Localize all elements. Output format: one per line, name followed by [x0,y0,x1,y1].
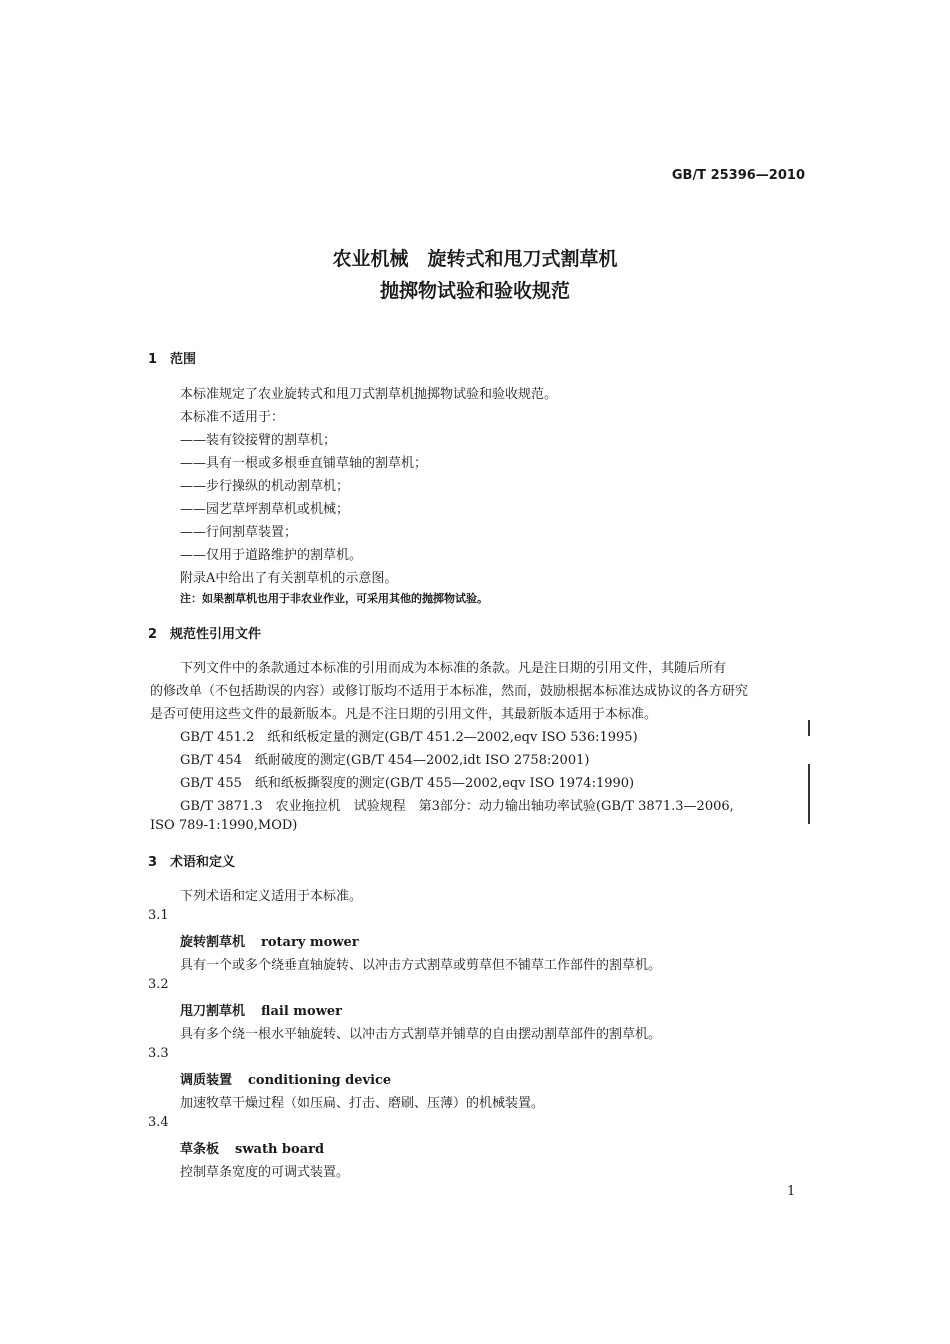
clause-number-3-3: 3.3 [148,1046,169,1061]
section-3-heading [148,851,235,870]
ref-gbt-455: GB/T 455 纸和纸板撕裂度的测定(GB/T 455—2002,eqv ISO 1974:1990) [180,776,635,791]
term-zh: 草条板 [180,1142,220,1157]
section-number: 2 [148,627,158,642]
term-en: flail mower [261,1004,343,1019]
scope-exclusion-1: ——装有铰接臂的割草机； [180,433,337,448]
clause-number-3-1: 3.1 [148,908,169,923]
ref-gbt-3871-3-cont: ISO 789-1:1990,MOD) [150,818,298,833]
ref-gbt-454: GB/T 454 纸耐破度的测定(GB/T 454—2002,idt ISO 2758:2001) [180,753,590,768]
section-title: 规范性引用文件 [170,627,262,642]
term-flail-mower [180,1000,342,1019]
term-en: conditioning device [248,1073,392,1088]
term-conditioning-device [180,1069,391,1088]
terms-intro: 下列术语和定义适用于本标准。 [180,889,363,904]
page-title-line1: 农业机械 旋转式和甩刀式割草机 [332,248,618,270]
term-en: rotary mower [261,935,359,950]
definition-conditioning-device: 加速牧草干燥过程（如压扁、打击、磨刷、压薄）的机械装置。 [180,1096,545,1111]
refs-intro-line-2: 的修改单（不包括勘误的内容）或修订版均不适用于本标准，然而，鼓励根据本标准达成协议的各方研究 [150,684,749,699]
page-number: 1 [787,1184,796,1199]
scope-line-2: 本标准不适用于： [180,410,285,425]
section-number: 1 [148,352,158,367]
standard-code: GB/T 25396—2010 [671,168,805,183]
refs-intro-line-1: 下列文件中的条款通过本标准的引用而成为本标准的条款。凡是注日期的引用文件，其随后所有 [180,661,727,676]
clause-number-3-2: 3.2 [148,977,169,992]
scope-exclusion-6: ——仅用于道路维护的割草机。 [180,548,363,563]
scope-exclusion-3: ——步行操纵的机动割草机； [180,479,350,494]
term-zh: 甩刀割草机 [180,1004,246,1019]
scope-exclusion-5: ——行间割草装置； [180,525,298,540]
definition-swath-board: 控制草条宽度的可调式装置。 [180,1165,350,1180]
change-bar [808,764,810,824]
scope-note: 注：如果割草机也用于非农业作业，可采用其他的抛掷物试验。 [180,592,488,605]
term-en: swath board [235,1142,325,1157]
section-title: 术语和定义 [170,855,236,870]
ref-gbt-3871-3: GB/T 3871.3 农业拖拉机 试验规程 第3部分：动力输出轴功率试验(GB/T 3871.3—2006, [180,799,734,814]
definition-rotary-mower: 具有一个或多个绕垂直轴旋转、以冲击方式割草或剪草但不铺草工作部件的割草机。 [180,958,662,973]
term-zh: 旋转割草机 [180,935,246,950]
change-bar [808,720,810,736]
section-2-heading [148,623,261,642]
definition-flail-mower: 具有多个绕一根水平轴旋转、以冲击方式割草并铺草的自由摆动割草部件的割草机。 [180,1027,662,1042]
scope-line-1: 本标准规定了农业旋转式和甩刀式割草机抛掷物试验和验收规范。 [180,387,558,402]
term-rotary-mower [180,931,359,950]
scope-annex-line: 附录A中给出了有关割草机的示意图。 [180,571,398,586]
section-title: 范围 [170,352,197,367]
page-title-line2: 抛掷物试验和验收规范 [379,280,570,302]
scope-exclusion-4: ——园艺草坪割草机或机械； [180,502,350,517]
scope-exclusion-2: ——具有一根或多根垂直铺草轴的割草机； [180,456,428,471]
term-zh: 调质装置 [180,1073,233,1088]
ref-gbt-451-2: GB/T 451.2 纸和纸板定量的测定(GB/T 451.2—2002,eqv ISO 536:1995) [180,730,638,745]
refs-intro-line-3: 是否可使用这些文件的最新版本。凡是不注日期的引用文件，其最新版本适用于本标准。 [150,707,658,722]
clause-number-3-4: 3.4 [148,1115,169,1130]
section-number: 3 [148,855,158,870]
term-swath-board [180,1138,324,1157]
section-1-heading [148,348,196,367]
